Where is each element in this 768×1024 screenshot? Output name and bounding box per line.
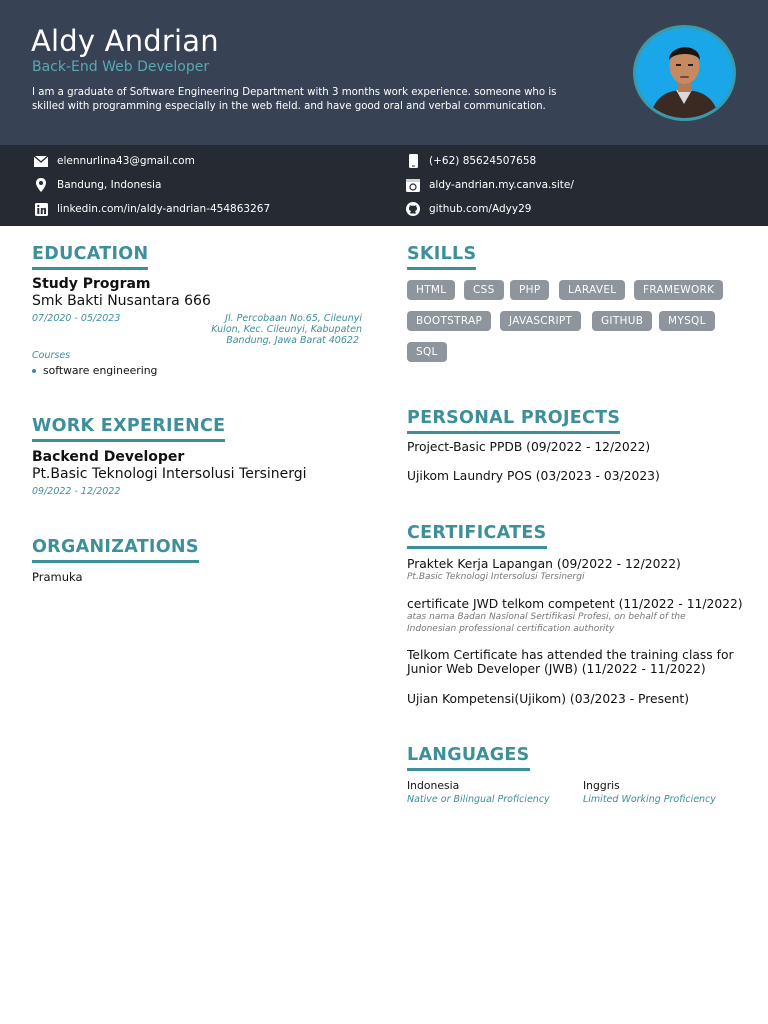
- summary-text: I am a graduate of Software Engineering Department with 3 months work experience. someone who is skilled with programming especially in the web field. and have good oral and verbal communication.: [32, 87, 557, 112]
- language-name: Indonesia: [407, 779, 460, 792]
- organizations-title: ORGANIZATIONS: [32, 537, 199, 563]
- contact-location: [34, 177, 161, 193]
- location-text: Bandung, Indonesia: [57, 179, 162, 191]
- resume-header: [0, 0, 768, 145]
- certificate-item: Praktek Kerja Lapangan (09/2022 - 12/2022): [407, 557, 681, 571]
- envelope-icon: [34, 154, 48, 168]
- education-title: EDUCATION: [32, 244, 148, 270]
- candidate-name: Aldy Andrian: [31, 24, 219, 58]
- github-text: github.com/Adyy29: [429, 203, 532, 215]
- language-level: Native or Bilingual Proficiency: [407, 794, 550, 805]
- candidate-role: Back-End Web Developer: [32, 59, 210, 75]
- skill-tag: HTML: [407, 280, 455, 300]
- contact-email[interactable]: [34, 153, 195, 169]
- bullet-dot: [32, 369, 36, 373]
- contact-github[interactable]: [406, 201, 531, 217]
- skills-title: SKILLS: [407, 244, 476, 270]
- certificate-item: certificate JWD telkom competent (11/2022 - 11/2022): [407, 597, 743, 611]
- certificate-item: Telkom Certificate has attended the training class for Junior Web Developer (JWB) (11/2022 - 11/2022): [407, 648, 734, 676]
- linkedin-text: linkedin.com/in/aldy-andrian-454863267: [57, 203, 271, 215]
- phone-text: (+62) 85624507658: [429, 155, 537, 167]
- work-title: WORK EXPERIENCE: [32, 416, 225, 442]
- address-line: Jl. Percobaan No.65, Cileunyi: [225, 313, 362, 324]
- work-position: Backend Developer: [32, 449, 185, 465]
- skill-tag: LARAVEL: [559, 280, 625, 300]
- projects-title: PERSONAL PROJECTS: [407, 408, 620, 434]
- education-address: [200, 313, 362, 346]
- address-line: Bandung, Jawa Barat 40622: [226, 335, 359, 346]
- skill-tag: CSS: [464, 280, 504, 300]
- languages-title: LANGUAGES: [407, 745, 530, 771]
- profile-photo: [633, 25, 736, 121]
- skill-tag: FRAMEWORK: [634, 280, 723, 300]
- phone-icon: [406, 154, 420, 168]
- certificates-title: CERTIFICATES: [407, 523, 547, 549]
- course-item: [32, 364, 157, 377]
- certificate-item: Ujian Kompetensi(Ujikom) (03/2023 - Present): [407, 692, 689, 706]
- skill-tag: BOOTSTRAP: [407, 311, 491, 331]
- skill-tag: PHP: [510, 280, 549, 300]
- project-item: Project-Basic PPDB (09/2022 - 12/2022): [407, 440, 651, 454]
- course-text: software engineering: [43, 364, 158, 377]
- education-dates: 07/2020 - 05/2023: [32, 313, 121, 324]
- education-program: Study Program: [32, 276, 151, 292]
- address-line: Kulon, Kec. Cileunyi, Kabupaten: [211, 324, 362, 335]
- language-name: Inggris: [583, 779, 620, 792]
- work-dates: 09/2022 - 12/2022: [32, 486, 121, 497]
- skill-tag: GITHUB: [592, 311, 652, 331]
- organization-item: Pramuka: [32, 570, 83, 584]
- email-text: elennurlina43@gmail.com: [57, 155, 195, 167]
- contact-phone[interactable]: [406, 153, 536, 169]
- website-text: aldy-andrian.my.canva.site/: [429, 179, 574, 191]
- linkedin-icon: [34, 202, 48, 216]
- website-icon: [406, 178, 420, 192]
- project-item: Ujikom Laundry POS (03/2023 - 03/2023): [407, 469, 660, 483]
- work-company: Pt.Basic Teknologi Intersolusi Tersinergi: [32, 466, 307, 482]
- language-level: Limited Working Proficiency: [583, 794, 716, 805]
- certificate-note: Pt.Basic Teknologi Intersolusi Tersinergi: [407, 572, 585, 582]
- profile-portrait-icon: [636, 28, 733, 118]
- skill-tag: MYSQL: [659, 311, 715, 331]
- skill-tag: JAVASCRIPT: [500, 311, 581, 331]
- skill-tag: SQL: [407, 342, 447, 362]
- contact-bar: [0, 145, 768, 226]
- contact-linkedin[interactable]: [34, 201, 270, 217]
- courses-label: Courses: [32, 350, 71, 361]
- location-pin-icon: [34, 178, 48, 192]
- github-icon: [406, 202, 420, 216]
- contact-website[interactable]: [406, 177, 574, 193]
- education-school: Smk Bakti Nusantara 666: [32, 293, 211, 309]
- certificate-note: atas nama Badan Nasional Sertifikasi Profesi, on behalf of the Indonesian professional certification authority: [407, 612, 686, 634]
